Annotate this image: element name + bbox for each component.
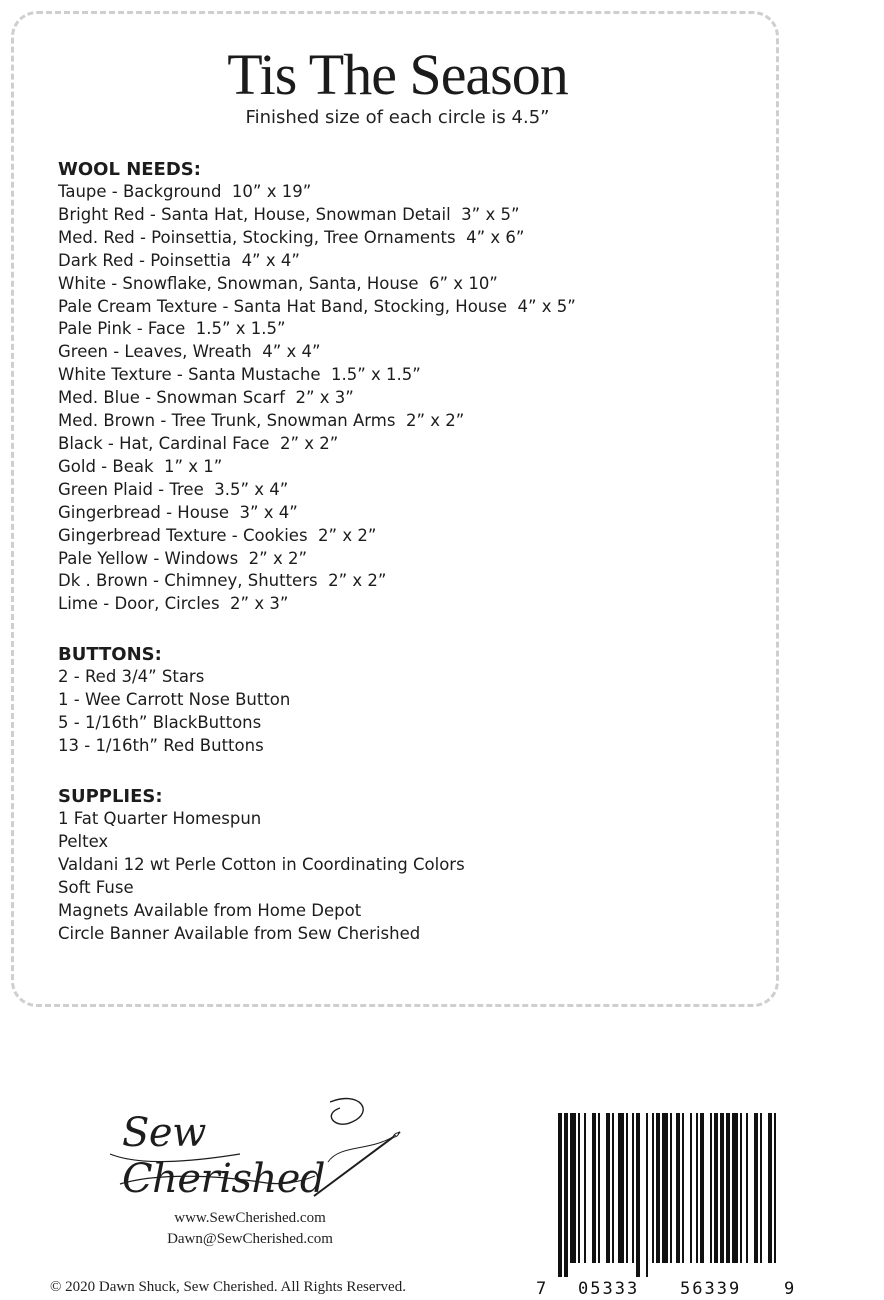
barcode-bar (578, 1113, 580, 1263)
supplies-item: Soft Fuse (58, 877, 134, 897)
barcode-bar (626, 1113, 628, 1263)
buttons-item: 13 - 1/16th” Red Buttons (58, 735, 264, 755)
copyright-notice: © 2020 Dawn Shuck, Sew Cherished. All Rights Reserved. (50, 1279, 406, 1295)
wool-item: Gold - Beak 1” x 1” (58, 456, 223, 476)
barcode-bar (652, 1113, 654, 1263)
barcode-bar (662, 1113, 668, 1263)
buttons-heading: BUTTONS: (58, 644, 162, 665)
barcode-bar (760, 1113, 762, 1263)
supplies-item: 1 Fat Quarter Homespun (58, 809, 262, 828)
barcode-bar (612, 1113, 614, 1263)
barcode-digit-last: 9 (784, 1279, 797, 1299)
barcode-bar (696, 1113, 698, 1263)
supplies-item: Peltex (58, 831, 109, 851)
wool-item: Med. Brown - Tree Trunk, Snowman Arms 2” x 2” (58, 411, 465, 431)
barcode-bar (676, 1113, 680, 1263)
barcode-bar (646, 1113, 648, 1277)
barcode-bar (726, 1113, 730, 1263)
barcode-bar (700, 1113, 704, 1263)
supplies-section (58, 785, 465, 945)
barcode-bar (754, 1113, 758, 1263)
barcode-bar (598, 1113, 600, 1263)
supplies-item: Magnets Available from Home Depot (58, 900, 362, 920)
barcode-bar (606, 1113, 610, 1263)
pattern-subtitle: Finished size of each circle is 4.5” (245, 107, 550, 128)
wool-item: Gingerbread Texture - Cookies 2” x 2” (58, 525, 377, 545)
wool-item: Black - Hat, Cardinal Face 2” x 2” (58, 433, 339, 453)
wool-item: Dk . Brown - Chimney, Shutters 2” x 2” (58, 571, 387, 591)
buttons-item: 1 - Wee Carrott Nose Button (58, 689, 291, 709)
barcode-bar (740, 1113, 742, 1263)
supplies-heading: SUPPLIES: (58, 786, 163, 807)
website-link[interactable]: www.SewCherished.com (174, 1210, 326, 1226)
barcode-bar (714, 1113, 718, 1263)
barcode-bar (632, 1113, 634, 1263)
barcode-bar (656, 1113, 660, 1263)
supplies-item: Circle Banner Available from Sew Cherished (58, 923, 421, 943)
wool-item: Taupe - Background 10” x 19” (58, 182, 312, 201)
barcode-bar (710, 1113, 712, 1263)
buttons-item: 5 - 1/16th” BlackButtons (58, 712, 262, 732)
buttons-item: 2 - Red 3/4” Stars (58, 667, 205, 686)
wool-item: Green - Leaves, Wreath 4” x 4” (58, 342, 321, 362)
wool-item: Med. Red - Poinsettia, Stocking, Tree Ornaments 4” x 6” (58, 227, 525, 247)
barcode-bar (774, 1113, 776, 1263)
barcode-group-left: 05333 (578, 1279, 640, 1299)
wool-item: Pale Cream Texture - Santa Hat Band, Stocking, House 4” x 5” (58, 296, 576, 316)
barcode-bar (592, 1113, 596, 1263)
barcode-bar (584, 1113, 586, 1263)
pattern-title: Tis The Season (227, 42, 568, 107)
email-link[interactable]: Dawn@SewCherished.com (167, 1231, 333, 1247)
barcode-bar (670, 1113, 672, 1263)
barcode-bar (720, 1113, 724, 1263)
barcode (556, 1113, 782, 1277)
barcode-bar (682, 1113, 684, 1263)
wool-item: White Texture - Santa Mustache 1.5” x 1.5” (58, 365, 421, 385)
wool-needs-heading: WOOL NEEDS: (58, 159, 201, 180)
wool-item: Bright Red - Santa Hat, House, Snowman Detail 3” x 5” (58, 204, 520, 224)
wool-item: Pale Pink - Face 1.5” x 1.5” (58, 319, 286, 339)
barcode-bar (570, 1113, 576, 1263)
barcode-bar (618, 1113, 624, 1263)
wool-item: Lime - Door, Circles 2” x 3” (58, 594, 289, 614)
barcode-bar (732, 1113, 738, 1263)
barcode-bar (746, 1113, 748, 1263)
wool-item: Dark Red - Poinsettia 4” x 4” (58, 250, 300, 270)
buttons-section (58, 643, 290, 758)
wool-item: Gingerbread - House 3” x 4” (58, 502, 298, 522)
barcode-bar (636, 1113, 640, 1277)
wool-item: Green Plaid - Tree 3.5” x 4” (58, 479, 289, 499)
barcode-bar (768, 1113, 772, 1263)
logo-text: Sew Cherished (122, 1110, 326, 1202)
wool-item: Med. Blue - Snowman Scarf 2” x 3” (58, 388, 354, 408)
wool-needs-section (58, 158, 576, 616)
barcode-group-right: 56339 (680, 1279, 742, 1299)
wool-item: White - Snowflake, Snowman, Santa, House 6” x 10” (58, 273, 498, 293)
sew-cherished-logo (100, 1092, 420, 1202)
supplies-item: Valdani 12 wt Perle Cotton in Coordinating Colors (58, 854, 465, 874)
barcode-digit-first: 7 (536, 1279, 549, 1299)
barcode-bar (564, 1113, 568, 1277)
barcode-bar (690, 1113, 692, 1263)
wool-item: Pale Yellow - Windows 2” x 2” (58, 548, 308, 568)
barcode-bar (558, 1113, 562, 1277)
